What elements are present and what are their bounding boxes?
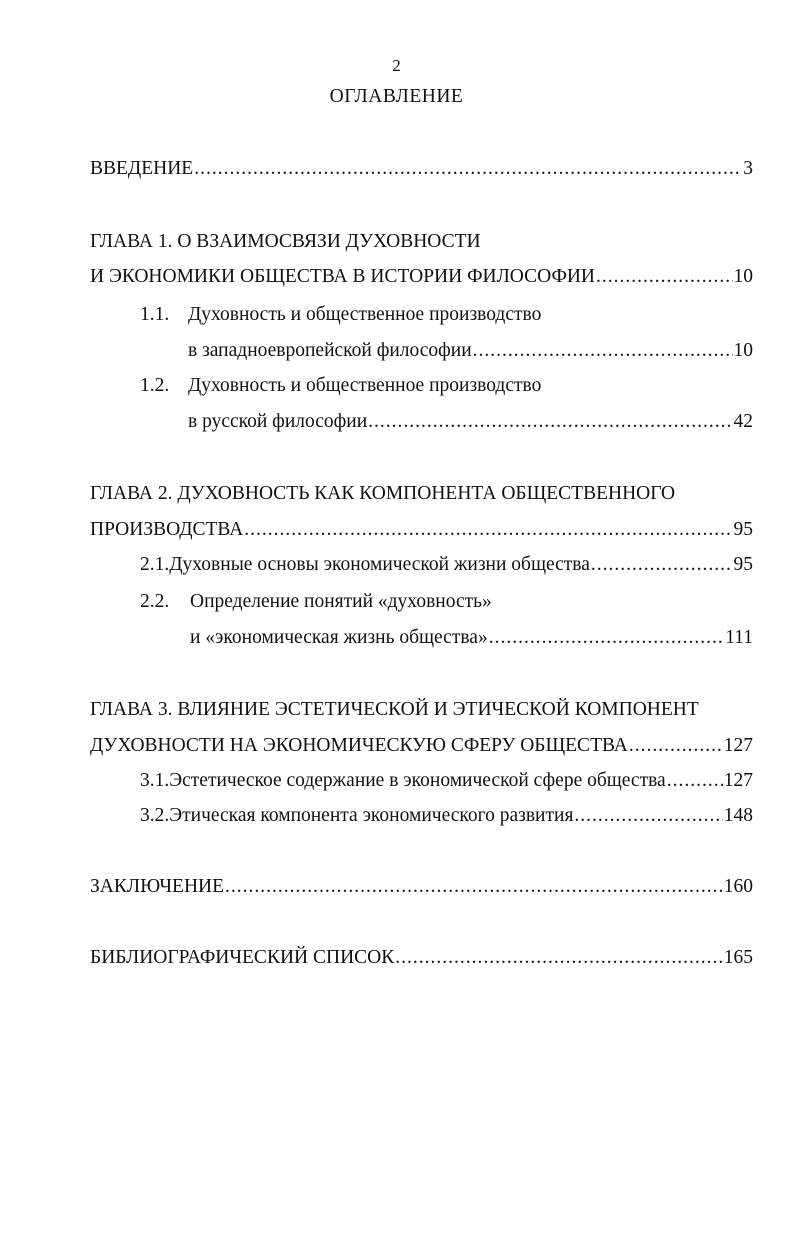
toc-entry-section-1-2[interactable] xyxy=(188,409,753,435)
toc-entry-text: ЗАКЛЮЧЕНИЕ xyxy=(90,876,225,897)
section-number: 3.2. xyxy=(140,805,170,826)
toc-entry-text: ПРОИЗВОДСТВА xyxy=(90,519,244,540)
toc-entry-text: БИБЛИОГРАФИЧЕСКИЙ СПИСОК xyxy=(90,947,395,968)
toc-entry-text: Этическая компонента экономического развития xyxy=(169,805,574,826)
section-number: 2.1. xyxy=(140,554,170,575)
toc-entry-chapter-1[interactable] xyxy=(90,264,753,290)
section-number: 3.1. xyxy=(140,770,170,791)
section-number: 2.2. xyxy=(140,591,170,612)
toc-entry-text: ДУХОВНОСТИ НА ЭКОНОМИЧЕСКУЮ СФЕРУ ОБЩЕСТВА xyxy=(90,735,628,756)
section-1-1-heading xyxy=(140,302,541,328)
page-number: 2 xyxy=(392,56,401,75)
toc-entry-text: Духовные основы экономической жизни общества xyxy=(169,554,590,575)
toc-entry-section-2-1[interactable] xyxy=(140,552,753,578)
toc-entry-section-1-1[interactable] xyxy=(188,338,753,364)
toc-page-number: 3 xyxy=(743,158,753,179)
section-number: 1.1. xyxy=(140,304,170,325)
toc-page-number: 160 xyxy=(723,876,753,897)
leader-dots xyxy=(574,803,722,829)
toc-entry-text: ВВЕДЕНИЕ xyxy=(90,158,194,179)
leader-dots xyxy=(489,625,724,651)
toc-page-number: 10 xyxy=(733,340,753,361)
leader-dots xyxy=(473,338,733,364)
leader-dots xyxy=(667,768,723,794)
toc-page-number: 148 xyxy=(723,805,753,826)
toc-page-number: 42 xyxy=(733,411,753,432)
toc-page-number: 127 xyxy=(723,770,753,791)
toc-entry-text: И ЭКОНОМИКИ ОБЩЕСТВА В ИСТОРИИ ФИЛОСОФИИ xyxy=(90,266,596,287)
toc-entry-chapter-3[interactable] xyxy=(90,733,753,759)
toc-page-number: 95 xyxy=(733,554,753,575)
toc-page-number: 95 xyxy=(733,519,753,540)
leader-dots xyxy=(194,156,742,182)
page-title: ОГЛАВЛЕНИЕ xyxy=(329,86,464,107)
toc-entry-text: в западноевропейской философии xyxy=(188,340,472,361)
toc-entry-section-3-2[interactable] xyxy=(140,803,753,829)
toc-entry-bibliography[interactable] xyxy=(90,945,753,971)
leader-dots xyxy=(591,552,733,578)
section-title: Определение понятий «духовность» xyxy=(190,591,492,612)
toc-entry-section-3-1[interactable] xyxy=(140,768,753,794)
section-title: Духовность и общественное производство xyxy=(188,304,542,325)
chapter-3-heading: ГЛАВА 3. ВЛИЯНИЕ ЭСТЕТИЧЕСКОЙ И ЭТИЧЕСКОЙ КОМПОНЕНТ xyxy=(90,699,699,720)
toc-entry-chapter-2[interactable] xyxy=(90,517,753,543)
chapter-1-heading: ГЛАВА 1. О ВЗАИМОСВЯЗИ ДУХОВНОСТИ xyxy=(90,231,481,252)
toc-page-number: 111 xyxy=(725,627,753,648)
leader-dots xyxy=(225,874,723,900)
toc-page-number: 10 xyxy=(733,266,753,287)
section-title: Духовность и общественное производство xyxy=(188,375,542,396)
toc-entry-text: в русской философии xyxy=(188,411,368,432)
section-1-2-heading xyxy=(140,373,541,399)
toc-entry-section-2-2[interactable] xyxy=(190,625,753,651)
toc-entry-intro[interactable] xyxy=(90,156,753,182)
toc-entry-text: и «экономическая жизнь общества» xyxy=(190,627,488,648)
toc-page-number: 127 xyxy=(723,735,753,756)
section-2-2-heading xyxy=(140,589,492,615)
leader-dots xyxy=(629,733,723,759)
toc-entry-text: Эстетическое содержание в экономической сфере общества xyxy=(169,770,666,791)
chapter-2-heading: ГЛАВА 2. ДУХОВНОСТЬ КАК КОМПОНЕНТА ОБЩЕСТВЕННОГО xyxy=(90,483,676,504)
toc-entry-conclusion[interactable] xyxy=(90,874,753,900)
leader-dots xyxy=(244,517,732,543)
leader-dots xyxy=(368,409,732,435)
toc-page-number: 165 xyxy=(723,947,753,968)
section-number: 1.2. xyxy=(140,375,170,396)
leader-dots xyxy=(395,945,723,971)
leader-dots xyxy=(596,264,732,290)
